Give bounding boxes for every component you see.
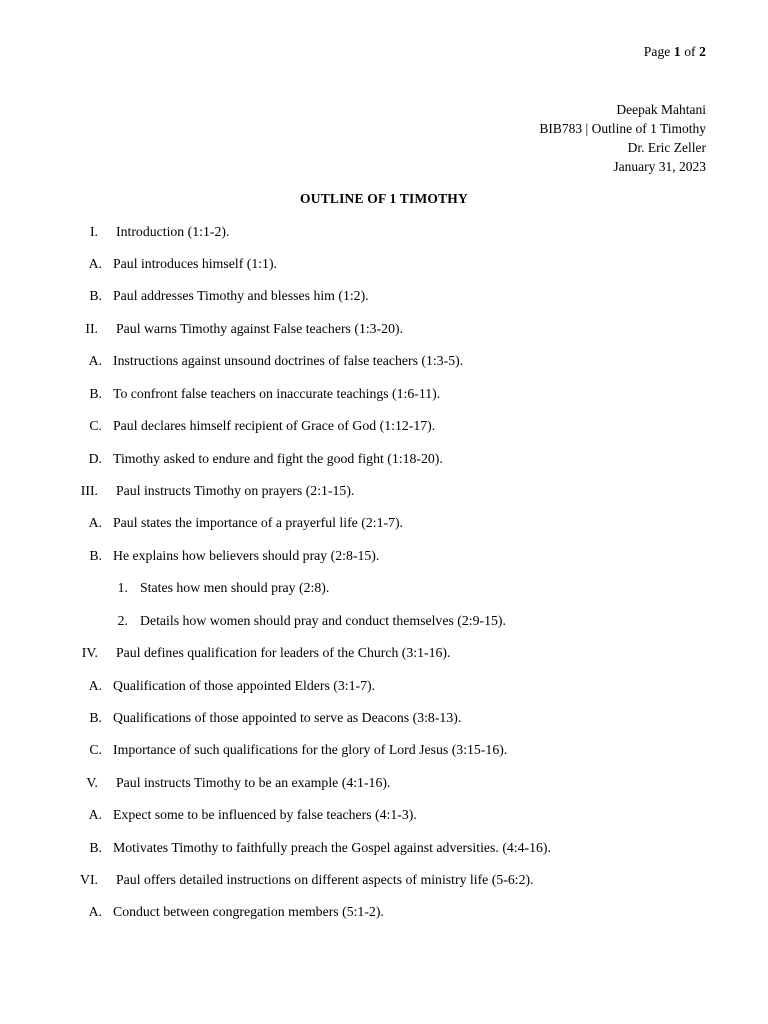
outline-text: Qualifications of those appointed to serve as Deacons (3:8-13). <box>113 709 462 725</box>
outline-text: Expect some to be influenced by false teachers (4:1-3). <box>113 807 417 823</box>
outline-text: Paul instructs Timothy on prayers (2:1-15). <box>116 483 355 498</box>
outline-text: He explains how believers should pray (2:8-15). <box>113 547 380 563</box>
outline-item <box>62 871 706 889</box>
outline-text: Paul offers detailed instructions on different aspects of ministry life (5-6:2). <box>116 872 534 888</box>
outline-item <box>62 741 706 759</box>
outline-marker: B. <box>89 385 102 401</box>
outline-marker: B. <box>89 288 102 304</box>
outline-item <box>62 320 706 338</box>
outline-item <box>62 806 706 824</box>
outline-marker: D. <box>88 450 102 466</box>
outline-text: Motivates Timothy to faithfully preach the Gospel against adversities. (4:4-16). <box>113 839 551 855</box>
outline-marker: V. <box>86 774 98 790</box>
outline-marker: IV. <box>81 645 98 661</box>
instructor-name: Dr. Eric Zeller <box>627 140 706 156</box>
page-number <box>62 44 706 60</box>
outline-text: Introduction (1:1-2). <box>116 223 230 239</box>
outline-item <box>62 903 706 921</box>
outline-item <box>62 579 706 597</box>
page-number-total: 2 <box>699 44 706 59</box>
outline-text: Paul declares himself recipient of Grace of God (1:12-17). <box>113 418 436 434</box>
outline-marker: A. <box>88 515 102 531</box>
outline-marker: II. <box>85 320 98 336</box>
document-heading-block <box>62 100 706 177</box>
outline-item <box>62 547 706 565</box>
outline-text: Paul introduces himself (1:1). <box>113 256 277 272</box>
outline-marker: A. <box>88 353 102 369</box>
outline-item <box>62 352 706 370</box>
outline-text: Paul warns Timothy against False teachers (1:3-20). <box>116 320 404 336</box>
outline-item <box>62 709 706 727</box>
outline-marker: 1. <box>117 580 128 596</box>
outline-item <box>62 255 706 273</box>
outline-marker: III. <box>80 483 98 498</box>
page-number-prefix: Page <box>643 44 674 59</box>
outline-marker: A. <box>88 677 102 693</box>
outline-text: Instructions against unsound doctrines of false teachers (1:3-5). <box>113 353 464 369</box>
outline-item <box>62 677 706 695</box>
outline-text: Importance of such qualifications for the glory of Lord Jesus (3:15-16). <box>113 742 508 758</box>
outline-marker: B. <box>89 709 102 725</box>
outline-text: Paul states the importance of a prayerful life (2:1-7). <box>113 515 404 531</box>
outline-list <box>62 223 706 922</box>
author-name: Deepak Mahtani <box>616 102 706 117</box>
outline-item <box>62 385 706 403</box>
outline-item <box>62 514 706 532</box>
course-title: BIB783 | Outline of 1 Timothy <box>539 121 706 137</box>
outline-item <box>62 287 706 305</box>
outline-marker: A. <box>88 904 102 920</box>
outline-item <box>62 644 706 662</box>
outline-marker: I. <box>89 223 98 239</box>
outline-text: Conduct between congregation members (5:1-2). <box>113 904 384 920</box>
outline-marker: A. <box>88 807 102 823</box>
submission-date: January 31, 2023 <box>613 159 706 175</box>
outline-text: Paul defines qualification for leaders of the Church (3:1-16). <box>116 645 451 661</box>
outline-item <box>62 417 706 435</box>
outline-marker: C. <box>89 742 102 758</box>
outline-marker: A. <box>88 256 102 272</box>
outline-text: Paul instructs Timothy to be an example (4:1-16). <box>116 774 391 790</box>
outline-item <box>62 612 706 630</box>
outline-item <box>62 839 706 857</box>
outline-text: Details how women should pray and conduct themselves (2:9-15). <box>140 612 506 628</box>
outline-text: To confront false teachers on inaccurate teachings (1:6-11). <box>113 385 441 401</box>
outline-marker: B. <box>89 839 102 855</box>
outline-item <box>62 774 706 792</box>
outline-item <box>62 223 706 241</box>
outline-text: Qualification of those appointed Elders (3:1-7). <box>113 677 376 693</box>
outline-item <box>62 482 706 500</box>
outline-marker: C. <box>89 418 102 434</box>
outline-marker: B. <box>89 547 102 563</box>
outline-marker: 2. <box>117 612 128 628</box>
outline-marker: VI. <box>79 872 98 888</box>
outline-text: States how men should pray (2:8). <box>140 580 330 596</box>
outline-item <box>62 450 706 468</box>
page-number-middle: of <box>680 44 700 59</box>
page-title: OUTLINE OF 1 TIMOTHY <box>300 190 468 206</box>
outline-text: Paul addresses Timothy and blesses him (1:2). <box>113 288 369 304</box>
page-number-current: 1 <box>673 44 681 59</box>
outline-text: Timothy asked to endure and fight the good fight (1:18-20). <box>113 450 443 466</box>
